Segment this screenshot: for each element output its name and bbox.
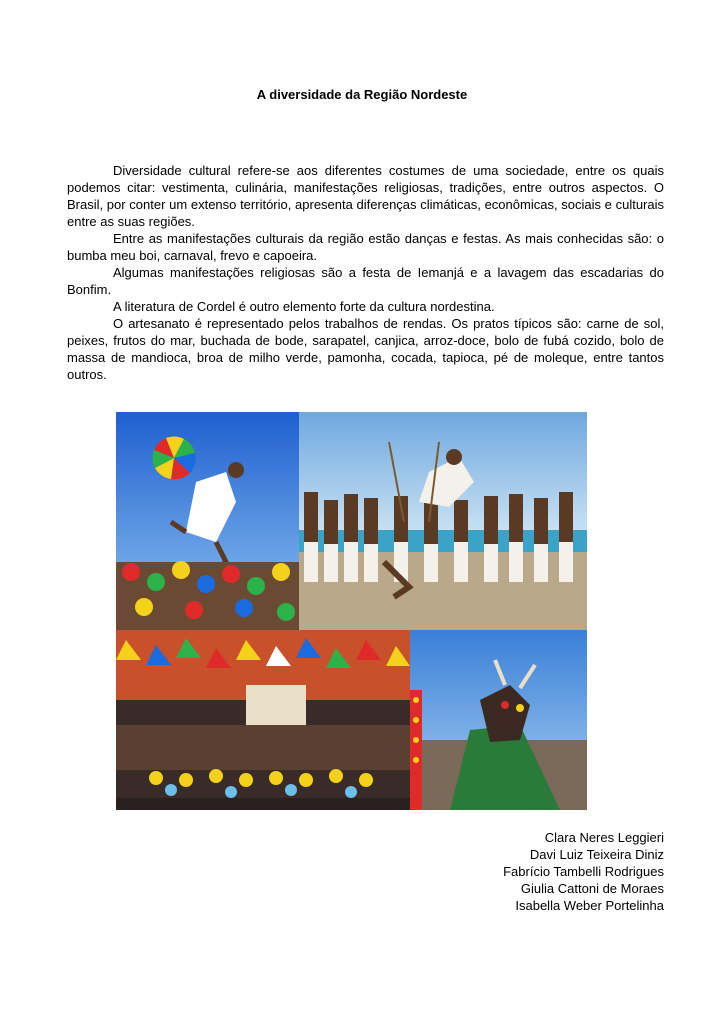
author-name: Isabella Weber Portelinha bbox=[515, 898, 664, 913]
photo-collage bbox=[116, 412, 587, 810]
author-name: Giulia Cattoni de Moraes bbox=[520, 881, 664, 896]
document-title: A diversidade da Região Nordeste bbox=[256, 87, 468, 102]
paragraph-crafts-food: O artesanato é representado pelos trabalhos de rendas. Os pratos típicos são: carne de sol, peixes, frutos do mar, buchada de bode, sarapatel, canjica, arroz-doce, bolo de fubá cozido, bolo de massa de mandioca, broa de milho verde, pamonha, cocada, tapioca, pé de moleque, entre tantos outros. bbox=[67, 316, 664, 382]
author-name: Fabrício Tambelli Rodrigues bbox=[503, 864, 664, 879]
author-name: Clara Neres Leggieri bbox=[544, 830, 664, 845]
paragraph-religious: Algumas manifestações religiosas são a festa de Iemanjá e a lavagem das escadarias do Bonfim. bbox=[67, 265, 664, 297]
authors-list bbox=[503, 829, 664, 914]
frevo-dancer-photo bbox=[116, 412, 299, 630]
paragraph-cordel: A literatura de Cordel é outro elemento forte da cultura nordestina. bbox=[113, 299, 495, 314]
paragraph-dances: Entre as manifestações culturais da região estão danças e festas. As mais conhecidas são: o bumba meu boi, carnaval, frevo e capoeira. bbox=[67, 231, 664, 263]
festa-junina-photo bbox=[116, 630, 410, 810]
body-text bbox=[67, 162, 664, 383]
bumba-meu-boi-photo bbox=[410, 630, 587, 810]
paragraph-diversity: Diversidade cultural refere-se aos diferentes costumes de uma sociedade, entre os quais podemos citar: vestimenta, culinária, manifestações religiosas, tradições, entre outros aspectos. O Brasil, por conter um extenso território, apresenta diferenças climáticas, econômicas, sociais e culturais entre as suas regiões. bbox=[67, 163, 664, 229]
author-name: Davi Luiz Teixeira Diniz bbox=[529, 847, 664, 862]
capoeira-photo bbox=[299, 412, 587, 630]
